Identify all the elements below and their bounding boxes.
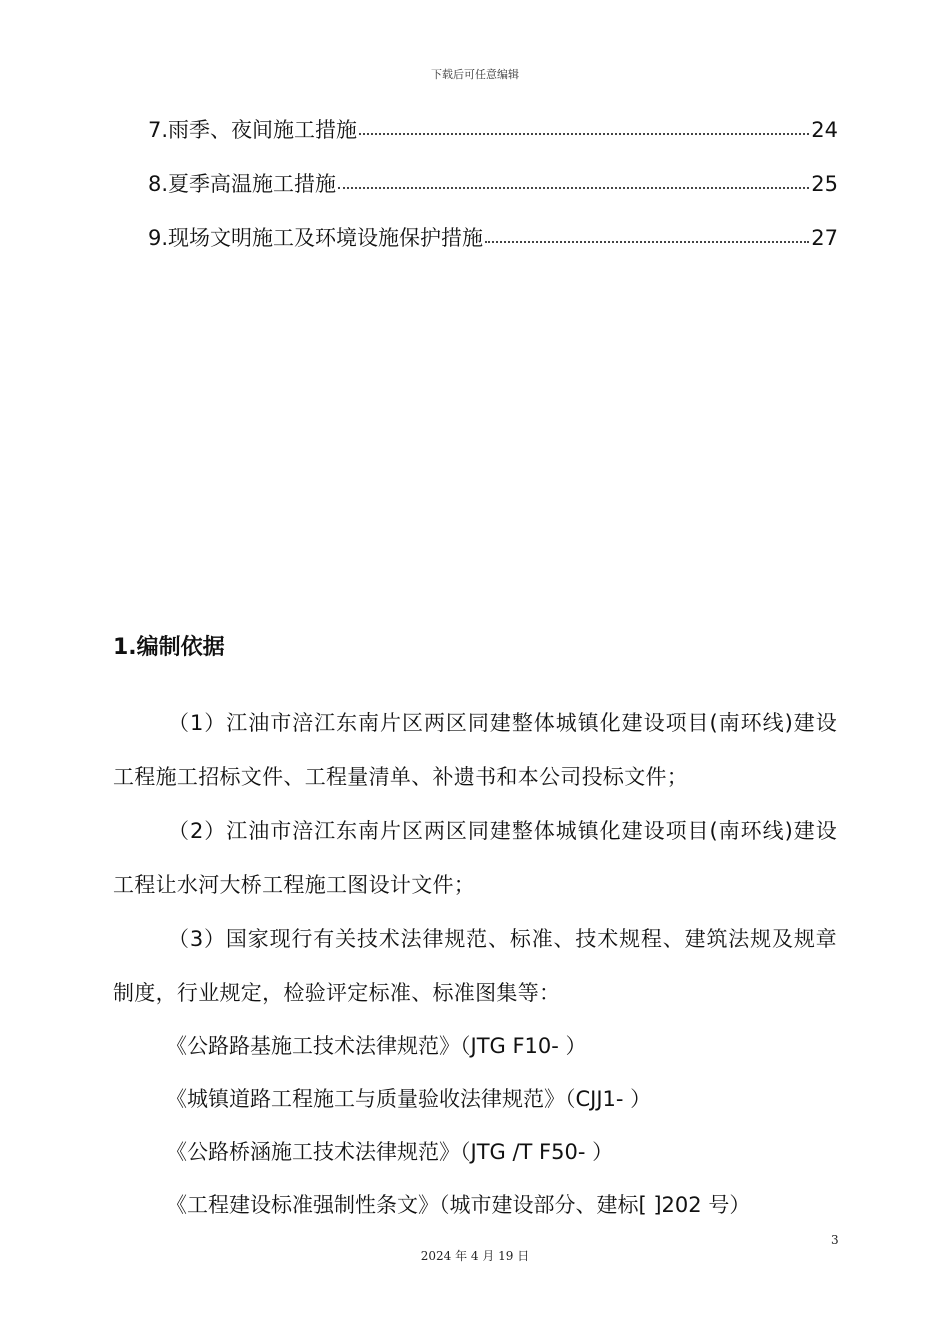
standard-item: 《城镇道路工程施工与质量验收法律规范》（CJJ1- ） [166, 1087, 652, 1111]
paragraph-text: （3）国家现行有关技术法律规范、标准、技术规程、建筑法规及规章制度，行业规定，检验评定标准、标准图集等： [113, 927, 837, 1005]
footer-date: 2024 年 4 月 19 日 [420, 1249, 530, 1263]
toc-entry-title: 7.雨季、夜间施工措施 [148, 118, 358, 142]
toc-entry-title: 9.现场文明施工及环境设施保护措施 [148, 226, 484, 250]
table-of-contents [148, 116, 838, 278]
toc-leader-dots [359, 115, 809, 135]
paragraph-text: （2）江油市涪江东南片区两区同建整体城镇化建设项目(南环线)建设工程让水河大桥工程施工图设计文件； [113, 819, 837, 897]
toc-entry[interactable] [148, 116, 838, 170]
toc-leader-dots [338, 169, 809, 189]
toc-entry[interactable] [148, 224, 838, 278]
toc-entry-page: 24 [811, 118, 838, 142]
header-note: 下载后可任意编辑 [431, 68, 519, 81]
paragraph-2 [113, 804, 837, 912]
section-heading: 1.编制依据 [113, 635, 225, 660]
paragraph-3 [113, 912, 837, 1020]
toc-leader-dots [485, 223, 809, 243]
toc-entry[interactable] [148, 170, 838, 224]
paragraph-text: （1）江油市涪江东南片区两区同建整体城镇化建设项目(南环线)建设工程施工招标文件、工程量清单、补遗书和本公司投标文件； [113, 711, 837, 789]
standard-item: 《公路桥涵施工技术法律规范》（JTG /T F50- ） [166, 1140, 614, 1164]
toc-entry-page: 25 [811, 172, 838, 196]
toc-entry-title: 8.夏季高温施工措施 [148, 172, 337, 196]
page-number: 3 [831, 1233, 839, 1247]
standard-item: 《公路路基施工技术法律规范》（JTG F10- ） [166, 1034, 587, 1058]
paragraph-1 [113, 696, 837, 804]
toc-entry-page: 27 [811, 226, 838, 250]
standards-list [166, 1020, 846, 1232]
standard-item: 《工程建设标准强制性条文》（城市建设部分、建标[ ]202 号） [166, 1193, 751, 1217]
